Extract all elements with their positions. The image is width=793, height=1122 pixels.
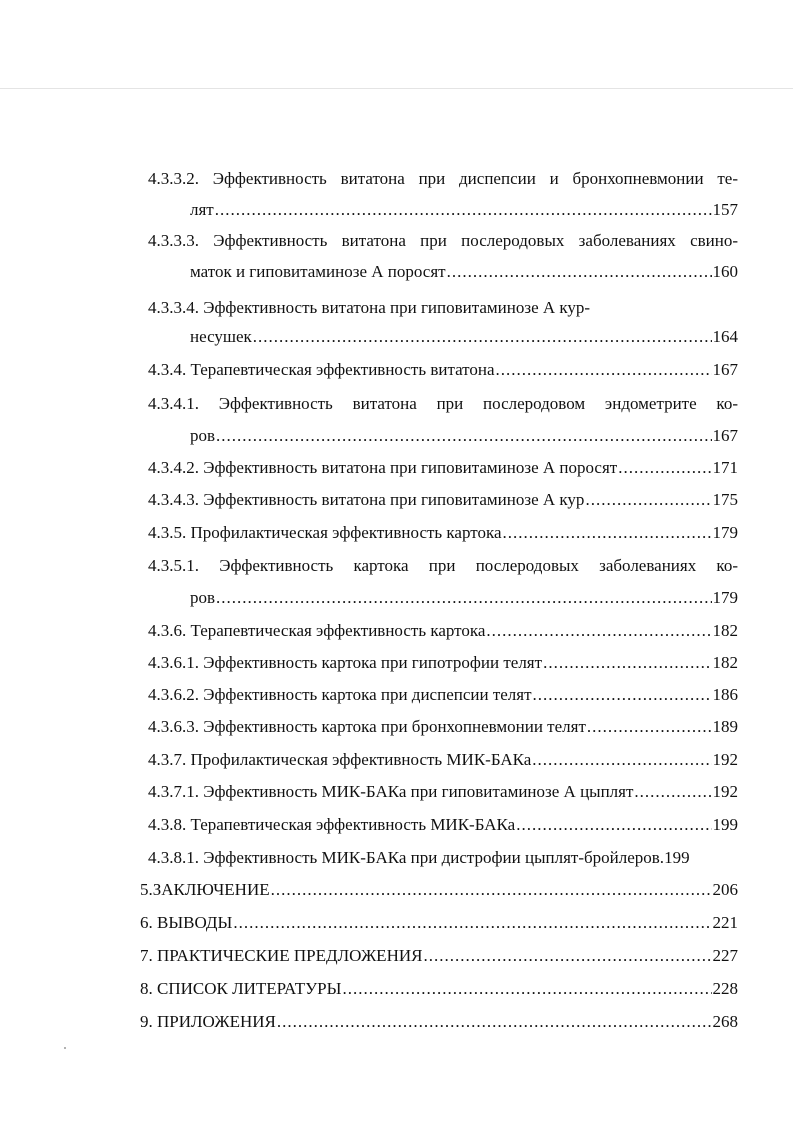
page-number: 221 — [712, 913, 738, 932]
dot-leader — [342, 977, 711, 1001]
toc-entry-text: 6. ВЫВОДЫ — [140, 913, 233, 932]
toc-entry-text: 5.ЗАКЛЮЧЕНИЕ — [140, 880, 270, 899]
toc-entry-text: 4.3.8.1. Эффективность МИК-БАКа при дистрофии цыплят-бройлеров. — [148, 848, 665, 867]
page-number: 167 — [712, 426, 738, 445]
dot-leader — [503, 521, 712, 545]
page-number: 186 — [712, 685, 738, 704]
dot-leader — [253, 325, 712, 349]
toc-entry-text: ров — [190, 426, 216, 445]
page-number: 175 — [712, 490, 738, 509]
toc-entry-text: 4.3.6. Терапевтическая эффективность картока — [148, 621, 486, 640]
toc-entry-text: несушек — [190, 327, 252, 346]
toc-entry-4-3-6 — [0, 619, 793, 643]
toc-entry-4-3-4-2 — [0, 456, 793, 480]
dot-leader — [215, 198, 712, 222]
page-number: 228 — [712, 979, 738, 998]
page-number: 164 — [712, 327, 738, 346]
toc-entry-text: ров — [190, 588, 216, 607]
toc-entry-4-3-3-4-line2 — [0, 325, 793, 349]
toc-entry-text: 4.3.5.1. Эффективность картока при послеродовых заболеваниях ко- — [148, 556, 738, 575]
page-number: 182 — [712, 621, 738, 640]
toc-entry-4-3-6-2 — [0, 683, 793, 707]
page-number: 160 — [712, 262, 738, 281]
toc-entry-text: 4.3.3.2. Эффективность витатона при диспепсии и бронхопневмонии те- — [148, 169, 738, 188]
page-number: 179 — [712, 523, 738, 542]
toc-entry-4-3-7-1 — [0, 780, 793, 804]
toc-entry-text: 4.3.5. Профилактическая эффективность картока — [148, 523, 502, 542]
toc-entry-practical-proposals — [0, 944, 793, 968]
toc-entry-text: 4.3.4.1. Эффективность витатона при послеродовом эндометрите ко- — [148, 394, 738, 413]
toc-entry-text: 4.3.6.1. Эффективность картока при гипотрофии телят — [148, 653, 543, 672]
toc-entry-4-3-4 — [0, 358, 793, 382]
toc-entry-text: лят — [190, 200, 214, 219]
dot-leader — [496, 358, 712, 382]
toc-entry-text: 4.3.7.1. Эффективность МИК-БАКа при гиповитаминозе А цыплят — [148, 782, 634, 801]
page-number: 206 — [712, 880, 738, 899]
toc-entry-text: 4.3.8. Терапевтическая эффективность МИК-БАКа — [148, 815, 516, 834]
toc-entry-4-3-4-3 — [0, 488, 793, 512]
dot-leader — [634, 780, 711, 804]
toc-entry-4-3-7 — [0, 748, 793, 772]
page-number: 167 — [712, 360, 738, 379]
dot-leader — [423, 944, 711, 968]
toc-entry-references — [0, 977, 793, 1001]
toc-entry-text: 4.3.3.3. Эффективность витатона при послеродовых заболеваниях свино- — [148, 231, 738, 250]
toc-entry-4-3-8 — [0, 813, 793, 837]
toc-entry-4-3-6-1 — [0, 651, 793, 675]
toc-entry-4-3-5-1-line2 — [0, 586, 793, 610]
toc-entry-4-3-6-3 — [0, 715, 793, 739]
page-number: 227 — [712, 946, 738, 965]
toc-entry-4-3-3-2-line2 — [0, 198, 793, 222]
dot-leader — [585, 488, 711, 512]
dot-leader — [271, 878, 712, 902]
toc-entry-4-3-3-2-line1 — [0, 167, 793, 191]
dot-leader — [447, 260, 712, 284]
page-number: 182 — [712, 653, 738, 672]
toc-entry-text: маток и гиповитаминозе А поросят — [190, 262, 446, 281]
dot-leader — [486, 619, 711, 643]
dot-leader — [516, 813, 711, 837]
dot-leader — [216, 586, 711, 610]
page-number: 192 — [712, 750, 738, 769]
dot-leader — [216, 424, 711, 448]
toc-entry-text: 7. ПРАКТИЧЕСКИЕ ПРЕДЛОЖЕНИЯ — [140, 946, 423, 965]
toc-entry-4-3-4-1-line2 — [0, 424, 793, 448]
toc-entry-4-3-8-1 — [0, 846, 793, 870]
toc-entry-text: 4.3.4.3. Эффективность витатона при гиповитаминозе А кур — [148, 490, 585, 509]
dot-leader — [587, 715, 712, 739]
page-number: 199 — [712, 815, 738, 834]
dot-leader — [543, 651, 711, 675]
dot-leader — [532, 748, 711, 772]
toc-entry-text: 4.3.4.2. Эффективность витатона при гиповитаминозе А поросят — [148, 458, 618, 477]
toc-entry-4-3-5-1-line1 — [0, 554, 793, 578]
toc-entry-text: 4.3.6.3. Эффективность картока при бронхопневмонии телят — [148, 717, 586, 736]
toc-entry-4-3-3-3-line1 — [0, 229, 793, 253]
dot-leader — [233, 911, 711, 935]
dot-leader — [533, 683, 712, 707]
toc-entry-conclusions — [0, 911, 793, 935]
toc-entry-text: 9. ПРИЛОЖЕНИЯ — [140, 1012, 276, 1031]
toc-entry-text: 4.3.6.2. Эффективность картока при диспепсии телят — [148, 685, 532, 704]
toc-entry-4-3-3-3-line2 — [0, 260, 793, 284]
page-number: 171 — [712, 458, 738, 477]
toc-entry-appendices — [0, 1010, 793, 1034]
page-number: 268 — [712, 1012, 738, 1031]
page-number: 157 — [712, 200, 738, 219]
scan-speck — [64, 1047, 66, 1049]
dot-leader — [277, 1010, 712, 1034]
toc-entry-text: 4.3.4. Терапевтическая эффективность витатона — [148, 360, 495, 379]
toc-entry-text: 4.3.3.4. Эффективность витатона при гиповитаминозе А кур- — [148, 298, 591, 317]
toc-entry-4-3-4-1-line1 — [0, 392, 793, 416]
page-number: 192 — [712, 782, 738, 801]
toc-entry-text: 4.3.7. Профилактическая эффективность МИК-БАКа — [148, 750, 532, 769]
page-number: 189 — [712, 717, 738, 736]
page-number: 199 — [664, 848, 690, 867]
page-number: 179 — [712, 588, 738, 607]
toc-entry-conclusion — [0, 878, 793, 902]
dot-leader — [618, 456, 711, 480]
toc-entry-4-3-3-4-line1 — [0, 296, 793, 320]
toc-entry-4-3-5 — [0, 521, 793, 545]
toc-entry-text: 8. СПИСОК ЛИТЕРАТУРЫ — [140, 979, 342, 998]
